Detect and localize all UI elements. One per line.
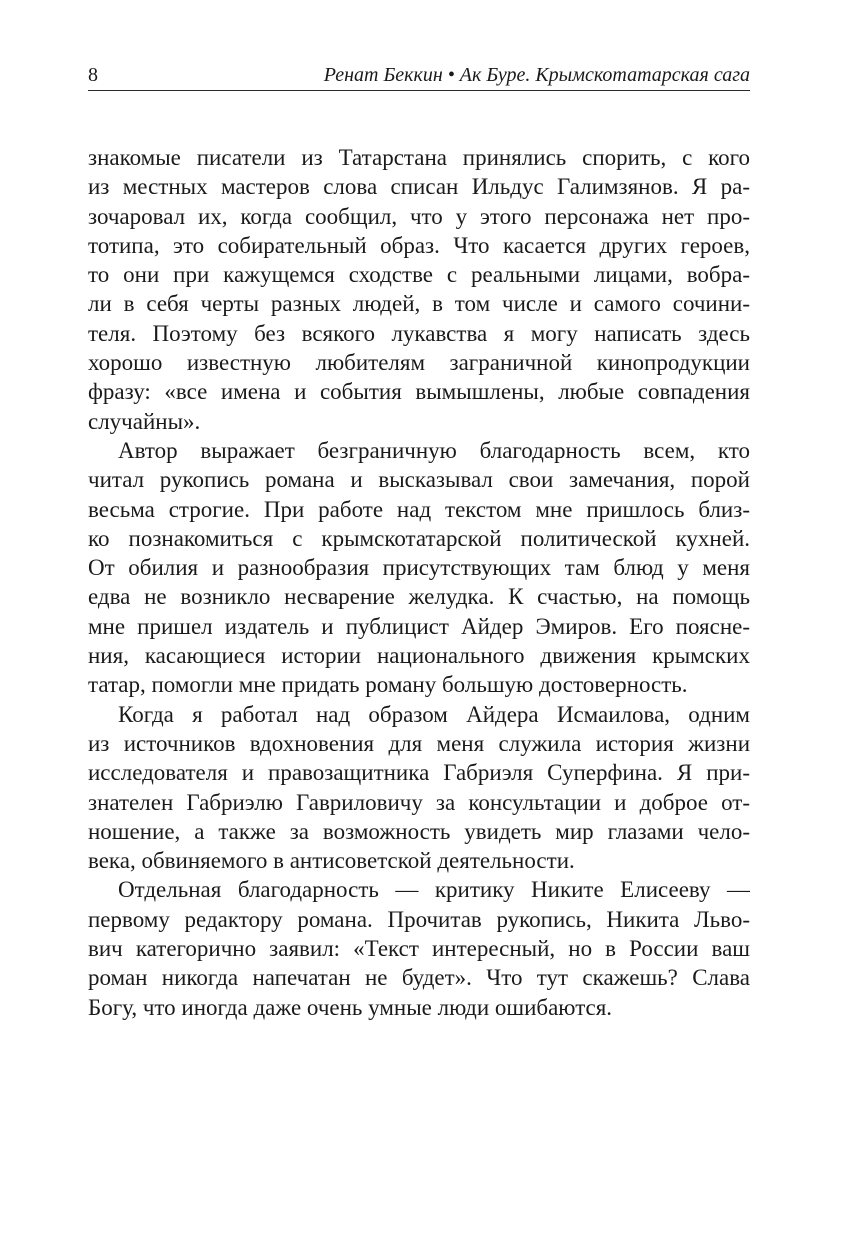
paragraph-3: [88, 700, 750, 876]
text-line: мне пришел издатель и публицист Айдер Эмиров. Его поясне-: [88, 613, 750, 639]
paragraph-4: [88, 875, 750, 1021]
paragraph-2: [88, 436, 750, 700]
text-line: Отдельная благодарность — критику Никите Елисееву —: [118, 877, 750, 903]
text-line: ношение, а также за возможность увидеть мир глазами чело-: [88, 818, 750, 844]
page-number: 8: [88, 64, 98, 86]
paragraph-1: [88, 143, 750, 436]
text-line: ли в себя черты разных людей, в том числе и самого сочини-: [88, 291, 750, 317]
page-header: [88, 62, 750, 88]
body-text: [88, 143, 750, 1022]
header-divider: [88, 90, 750, 91]
text-line: века, обвиняемого в антисоветской деятельности.: [88, 848, 575, 874]
text-line: знателен Габриэлю Гавриловичу за консультации и доброе от-: [88, 789, 750, 815]
running-title: Ренат Беккин • Ак Буре. Крымскотатарская сага: [323, 64, 750, 86]
text-line: первому редактору романа. Прочитав рукопись, Никита Льво-: [88, 906, 750, 932]
text-line: едва не возникло несварение желудка. К счастью, на помощь: [88, 584, 750, 610]
text-line: вич категорично заявил: «Текст интересный, но в России ваш: [88, 936, 750, 962]
text-line: то они при кажущемся сходстве с реальными лицами, вобра-: [88, 262, 750, 288]
text-line: теля. Поэтому без всякого лукавства я могу написать здесь: [88, 320, 750, 346]
text-line: Когда я работал над образом Айдера Исмаилова, одним: [118, 701, 750, 727]
text-line: читал рукопись романа и высказывал свои замечания, порой: [88, 467, 750, 493]
text-line: случайны».: [88, 408, 201, 434]
text-line: из источников вдохновения для меня служила история жизни: [88, 730, 750, 756]
text-line: ния, касающиеся истории национального движения крымских: [88, 643, 750, 669]
text-line: хорошо известную любителям заграничной кинопродукции: [88, 350, 750, 376]
text-line: Автор выражает безграничную благодарность всем, кто: [118, 437, 750, 463]
text-line: От обилия и разнообразия присутствующих там блюд у меня: [88, 555, 750, 581]
text-line: весьма строгие. При работе над текстом мне пришлось близ-: [88, 496, 750, 522]
text-line: зочаровал их, когда сообщил, что у этого персонажа нет про-: [88, 203, 750, 229]
text-line: роман никогда напечатан не будет». Что тут скажешь? Слава: [88, 965, 750, 991]
text-line: Богу, что иногда даже очень умные люди ошибаются.: [88, 994, 613, 1020]
text-line: ко познакомиться с крымскотатарской политической кухней.: [88, 525, 750, 551]
text-line: из местных мастеров слова списан Ильдус Галимзянов. Я ра-: [88, 174, 750, 200]
text-line: фразу: «все имена и события вымышлены, любые совпадения: [88, 379, 750, 405]
text-line: исследователя и правозащитника Габриэля Суперфина. Я при-: [88, 760, 750, 786]
text-line: тотипа, это собирательный образ. Что касается других героев,: [88, 232, 750, 258]
text-line: знакомые писатели из Татарстана принялись спорить, с кого: [88, 145, 750, 170]
text-line: татар, помогли мне придать роману большую достоверность.: [88, 672, 688, 698]
